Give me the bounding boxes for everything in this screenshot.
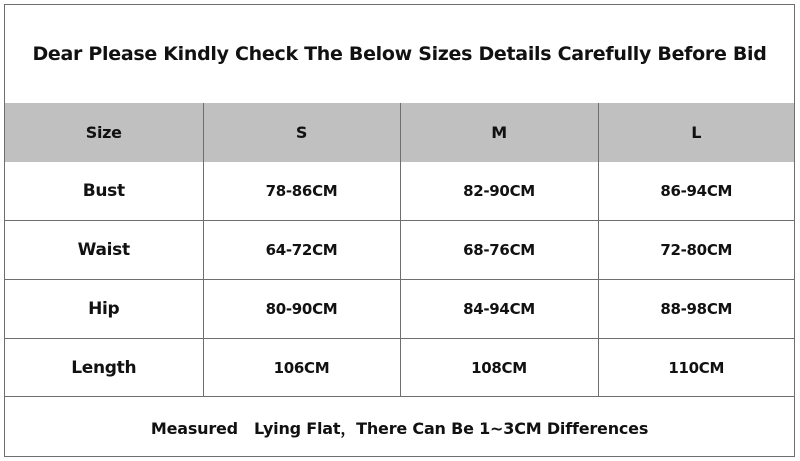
table-row-bust (5, 162, 794, 221)
cell-length-l: 110CM (598, 339, 794, 398)
table-header-row (5, 103, 794, 162)
measurement-note: Measured Lying Flat，There Can Be 1~3CM Differences (5, 396, 794, 457)
table-row-length (5, 339, 794, 398)
row-label-bust: Bust (5, 162, 203, 221)
cell-bust-l: 86-94CM (598, 162, 794, 221)
cell-hip-m: 84-94CM (400, 280, 598, 339)
row-label-hip: Hip (5, 280, 203, 339)
cell-waist-m: 68-76CM (400, 221, 598, 280)
cell-bust-s: 78-86CM (203, 162, 400, 221)
size-chart (4, 4, 795, 457)
header-m: M (400, 103, 598, 162)
header-l: L (598, 103, 794, 162)
row-label-length: Length (5, 339, 203, 398)
cell-length-m: 108CM (400, 339, 598, 398)
cell-waist-s: 64-72CM (203, 221, 400, 280)
table-row-waist (5, 221, 794, 280)
table-row-hip (5, 280, 794, 339)
header-s: S (203, 103, 400, 162)
cell-bust-m: 82-90CM (400, 162, 598, 221)
cell-hip-s: 80-90CM (203, 280, 400, 339)
header-size: Size (5, 103, 203, 162)
row-label-waist: Waist (5, 221, 203, 280)
size-table (5, 103, 794, 397)
cell-hip-l: 88-98CM (598, 280, 794, 339)
cell-waist-l: 72-80CM (598, 221, 794, 280)
cell-length-s: 106CM (203, 339, 400, 398)
chart-title: Dear Please Kindly Check The Below Sizes Details Carefully Before Bid (5, 5, 794, 104)
